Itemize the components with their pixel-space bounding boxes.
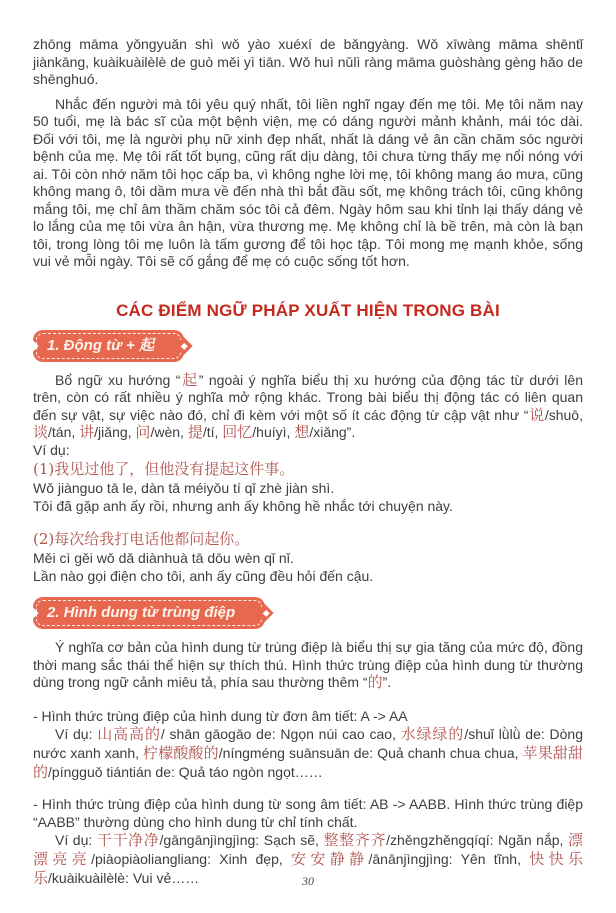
- grammar-point-2-intro: Ý nghĩa cơ bản của hình dung từ trùng điệp là biểu thị sự gia tăng của mức độ, đồng thời mang sắc thái thể hiện sự thích thú. Hình thức trùng điệp của hình dung từ thường dùng trong ngữ cảnh miêu tả, phía sau thường thêm “的”.: [33, 639, 583, 691]
- example-label: Ví dụ:: [33, 441, 70, 458]
- reduplication-example-a: Ví dụ: 山高高的/ shān gāogāo de: Ngọn núi cao cao, 水绿绿的/shuǐ lǜlǜ de: Dòng nước xanh xanh, 柠檬酸酸的/níngméng suānsuān de: Quả chanh chua chua, 苹果甜甜的/píngguǒ tiántián de: Quả táo ngòn ngọt……: [33, 725, 583, 781]
- grammar-point-1-intro: Bổ ngữ xu hướng “起” ngoài ý nghĩa biểu thị xu hướng của động tác từ dưới lên trên, còn có rất nhiều ý nghĩa mở rộng khác. Trong bài biểu thị động tác có liên quan đến sự vật, sự việc nào đó, chỉ đi kèm với một số ít các động từ cập vật như “说/shuō, 谈/tán, 讲/jiǎng, 问/wèn, 提/tí, 回忆/huíyì, 想/xiǎng”.: [33, 370, 583, 441]
- reduplication-rule-a: - Hình thức trùng điệp của hình dung từ đơn âm tiết: A -> AA: [33, 707, 408, 724]
- grammar-point-1-badge: [33, 330, 184, 362]
- essay-translation-paragraph: Nhắc đến người mà tôi yêu quý nhất, tôi liền nghĩ ngay đến mẹ tôi. Mẹ tôi năm nay 50 tuổi, mẹ là bác sĩ của một bệnh viện, mẹ có dáng người mảnh khảnh, mái tóc dài. Đối với tôi, mẹ là người phụ nữ xinh đẹp nhất, nhất là dáng vẻ ân cần chăm sóc người bệnh của mẹ. Mẹ tôi rất tốt bụng, cũng rất dịu dàng, tôi chưa từng thấy mẹ nổi nóng với ai. Tôi còn nhớ năm tôi học cấp ba, vì không nghe lời mẹ, tôi không mang áo mưa, cũng không mang ô, tôi dầm mưa về đến nhà thì bắt đầu sốt, mẹ không trách tôi, cũng không mắng tôi, mẹ chỉ âm thầm chăm sóc tôi cả đêm. Ngày hôm sau khi tỉnh lại thấy dáng vẻ lo lắng của mẹ tôi vừa ân hận, vừa thương mẹ. Mẹ không chỉ là bề trên, mà còn là bạn tôi, trong lòng tôi mẹ luôn là tấm gương để tôi học tập. Tôi mong mẹ mạnh khỏe, sống vui vẻ mỗi ngày. Tôi sẽ cố gắng để mẹ có cuộc sống tốt hơn.: [33, 95, 583, 269]
- example-2-chinese: (2)每次给我打电话他都问起你。: [33, 530, 250, 548]
- pinyin-paragraph: zhōng māma yǒngyuǎn shì wǒ yào xuéxí de bǎngyàng. Wǒ xīwàng māma shēntǐ jiànkāng, kuàikuàilèlè de guò měi yì tiān. Wǒ huì nǔlì ràng māma guòshàng gèng hǎo de shēnghuó.: [33, 36, 583, 87]
- example-2-vietnamese: Lần nào gọi điện cho tôi, anh ấy cũng đều hỏi đến cậu.: [33, 567, 374, 584]
- grammar-point-2-header: [33, 597, 583, 629]
- example-1-pinyin: Wǒ jiànguo tā le, dàn tā méiyǒu tí qǐ zhè jiàn shì.: [33, 480, 335, 496]
- page-number: 30: [302, 874, 314, 888]
- example-1-chinese: (1)我见过他了，但他没有提起这件事。: [33, 460, 295, 478]
- grammar-point-2-badge: [33, 597, 265, 629]
- grammar-point-1-header: [33, 330, 583, 362]
- example-1-vietnamese: Tôi đã gặp anh ấy rồi, nhưng anh ấy không hề nhắc tới chuyện này.: [33, 497, 453, 514]
- example-1: [33, 459, 583, 515]
- example-2-pinyin: Měi cì gěi wǒ dǎ diànhuà tā dōu wèn qǐ nǐ.: [33, 550, 294, 566]
- reduplication-example-b: Ví dụ: 干干净净/gāngānjìngjìng: Sạch sẽ, 整整齐齐/zhěngzhěngqíqí: Ngăn nắp, 漂漂亮亮/piàopiàoliangliang: Xinh đẹp, 安安静静/ānānjìngjìng: Yên tĩnh, 快快乐乐/kuàikuàilèlè: Vui vẻ……: [33, 831, 583, 887]
- grammar-point-2-label: 2. Hình dung từ trùng điệp: [47, 604, 236, 621]
- badge-notch-icon: [27, 340, 38, 351]
- grammar-point-1-label: 1. Động từ + 起: [47, 336, 154, 354]
- reduplication-rule-b: - Hình thức trùng điệp của hình dung từ song âm tiết: AB -> AABB. Hình thức trùng điệp “AABB” thường dùng cho hình dung từ chỉ tính chất.: [33, 796, 583, 830]
- example-2: [33, 529, 583, 585]
- grammar-section-title: CÁC ĐIỂM NGỮ PHÁP XUẤT HIỆN TRONG BÀI: [116, 300, 500, 320]
- badge-notch-icon: [27, 607, 38, 618]
